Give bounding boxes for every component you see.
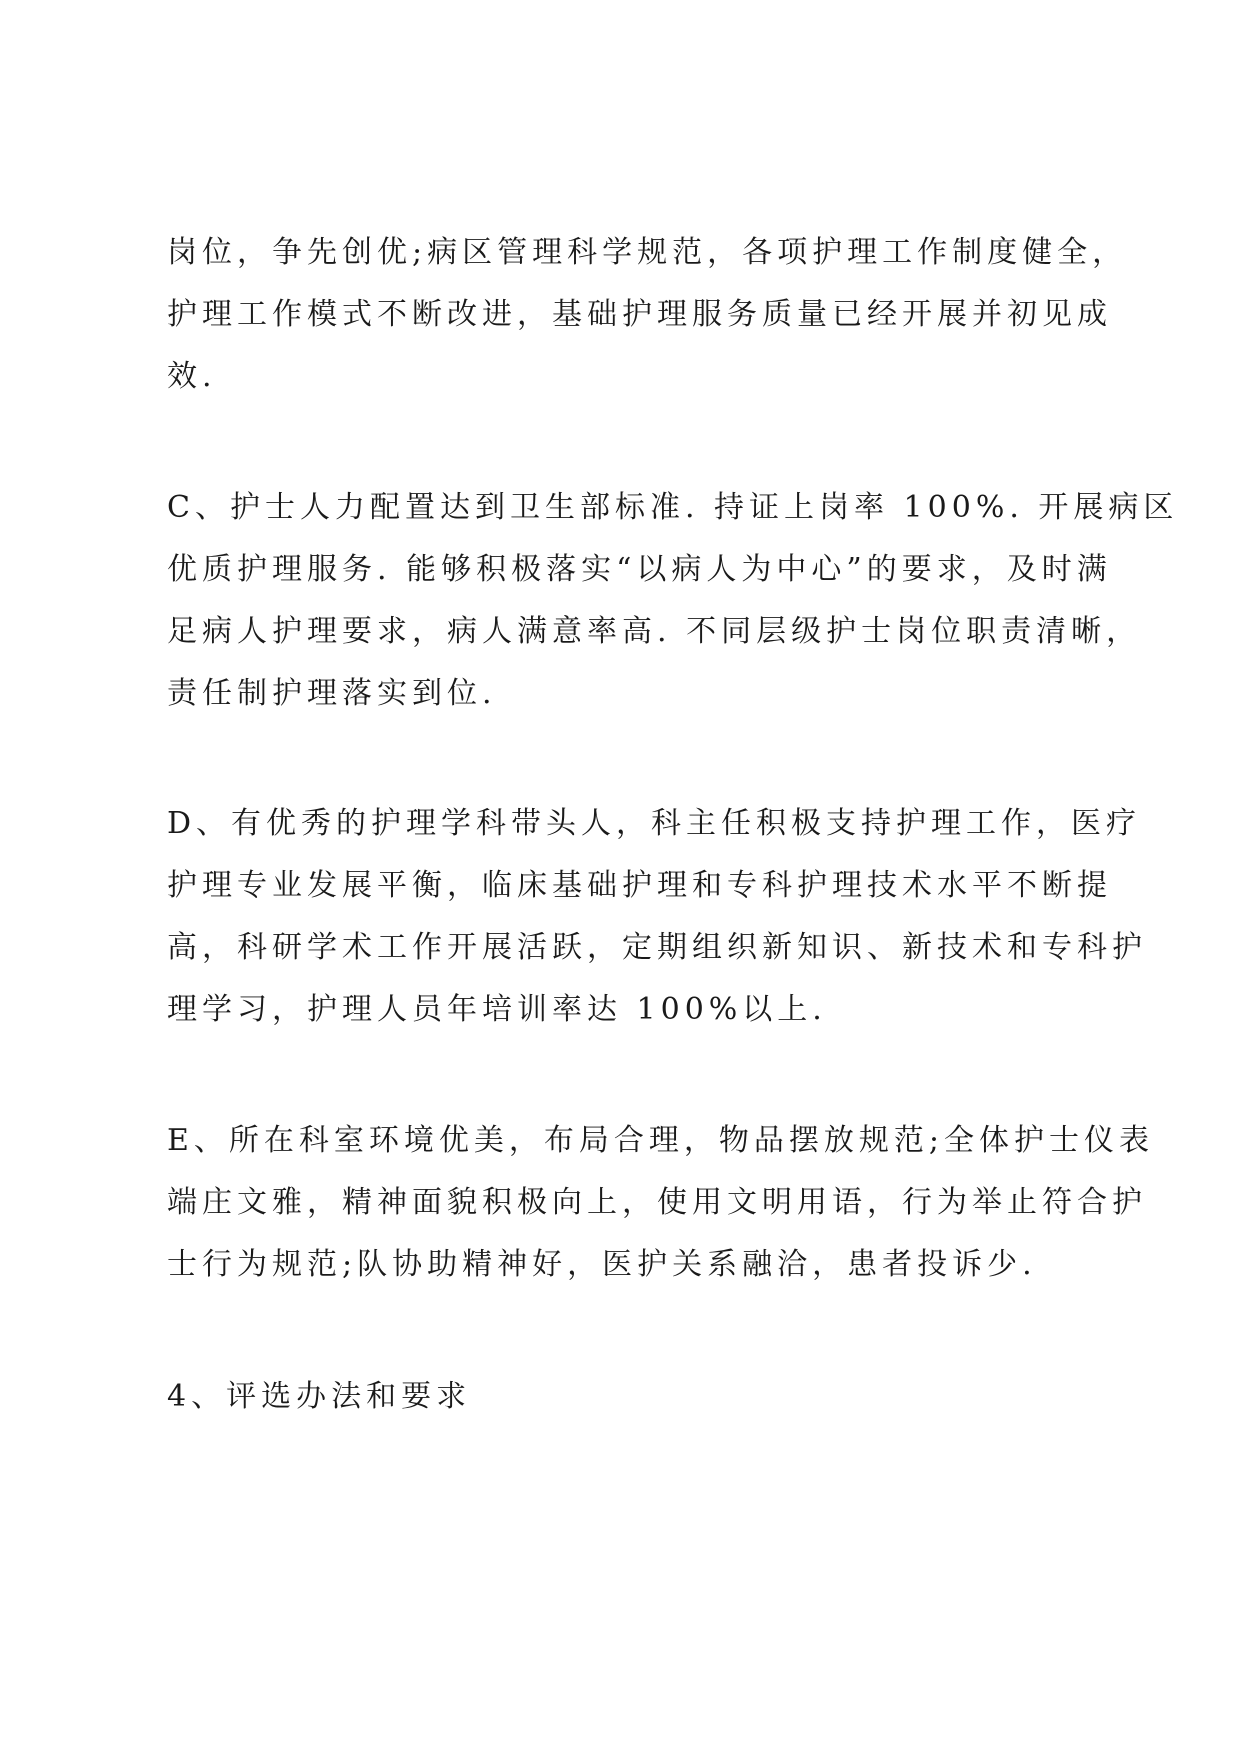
text-line: D、有优秀的护理学科带头人，科主任积极支持护理工作，医疗 xyxy=(167,806,1142,841)
text-line: 护理专业发展平衡，临床基础护理和专科护理技术水平不断提 xyxy=(167,868,1112,903)
text-line: C、护士人力配置达到卫生部标准. 持证上岗率 100%. 开展病区 xyxy=(167,490,1179,525)
text-line: 理学习，护理人员年培训率达 100%以上. xyxy=(167,992,827,1027)
text-line: 岗位，争先创优;病区管理科学规范，各项护理工作制度健全， xyxy=(167,235,1128,270)
paragraph-e xyxy=(167,1110,1154,1296)
section-heading-4 xyxy=(167,1366,471,1428)
text-line: 护理工作模式不断改进，基础护理服务质量已经开展并初见成 xyxy=(167,297,1112,332)
paragraph-c xyxy=(167,477,1178,725)
text-line: 优质护理服务. 能够积极落实“以病人为中心”的要求，及时满 xyxy=(167,552,1112,587)
text-line: 足病人护理要求，病人满意率高. 不同层级护士岗位职责清晰， xyxy=(167,614,1142,649)
text-line: 士行为规范;队协助精神好，医护关系融洽，患者投诉少. xyxy=(167,1247,1037,1282)
paragraph-d xyxy=(167,793,1147,1041)
text-line: E、所在科室环境优美，布局合理，物品摆放规范;全体护士仪表 xyxy=(167,1123,1155,1158)
paragraph-continuation xyxy=(167,222,1127,408)
text-line: 端庄文雅，精神面貌积极向上，使用文明用语，行为举止符合护 xyxy=(167,1185,1147,1220)
text-line: 高，科研学术工作开展活跃，定期组织新知识、新技术和专科护 xyxy=(167,930,1147,965)
heading-text: 4、评选办法和要求 xyxy=(167,1379,472,1414)
text-line: 责任制护理落实到位. xyxy=(167,676,497,711)
text-line: 效. xyxy=(167,359,217,394)
